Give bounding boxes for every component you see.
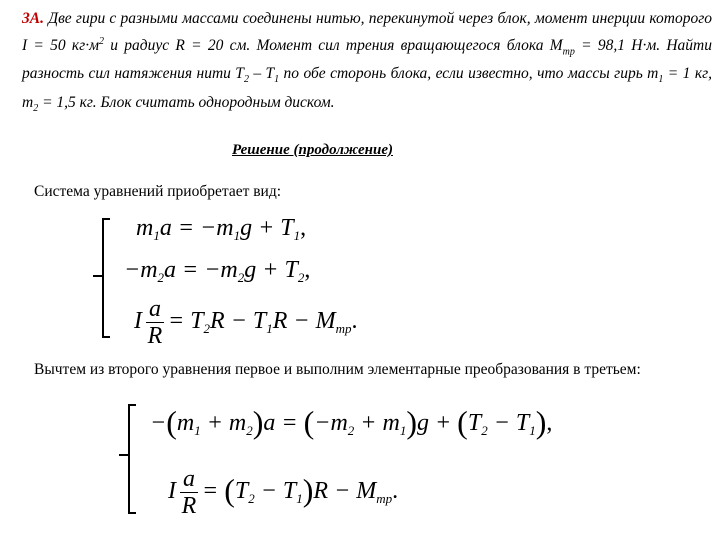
system-brace-1: [102, 218, 110, 338]
solution-heading: Решение (продолжение): [232, 142, 393, 158]
equation-1-1: $m_1a = -m_1g + T_1$,: [136, 215, 307, 243]
system-brace-2: [128, 404, 136, 514]
solution-intro-2: Вычтем из второго уравнения первое и выполним элементарные преобразования в третьем:: [34, 361, 641, 378]
problem-text: = 1,5 кг. Блок считать однородным диском.: [38, 93, 335, 111]
solution-intro-1: Система уравнений приобретает вид:: [34, 183, 282, 200]
subscript: тр: [562, 45, 575, 57]
subscript: 1: [274, 74, 280, 86]
problem-text: и радиус R = 20 см. Момент сил трения вращающегося блока M: [103, 36, 563, 54]
problem-text: по обе сторонь блока, если известно, что массы гирь m: [279, 65, 659, 83]
subscript: 1: [658, 74, 664, 86]
problem-text: – T: [248, 65, 275, 83]
problem-text: = 1 кг, m: [22, 65, 712, 111]
equation-2-1: $-(m_1 + m_2)a = (-m_2 + m_1)g + (T_2 - T_1)$,: [150, 404, 553, 440]
problem-text: = 98,1 Н·м. Найти разность сил натяжения нити T: [22, 36, 713, 83]
equation-2-2: I $\frac{a}{R}$ = $(T_2 - T_1)R - M_{тр}$.: [168, 466, 399, 519]
equation-1-3: I $\frac{a}{R}$ = $T_2R - T_1R - M_{тр}$.: [134, 296, 358, 349]
problem-text: Две гири с разными массами соединены нитью, перекинутой через блок, момент инерции которого I = 50 кг·м: [22, 10, 713, 54]
subscript: 2: [33, 102, 39, 114]
subscript: 2: [243, 74, 249, 86]
problem-number: 3A.: [22, 10, 44, 27]
equation-1-2: $-m_2a = -m_2g + T_2$,: [124, 257, 311, 285]
problem-statement: [22, 8, 712, 120]
exponent: 2: [98, 35, 104, 47]
